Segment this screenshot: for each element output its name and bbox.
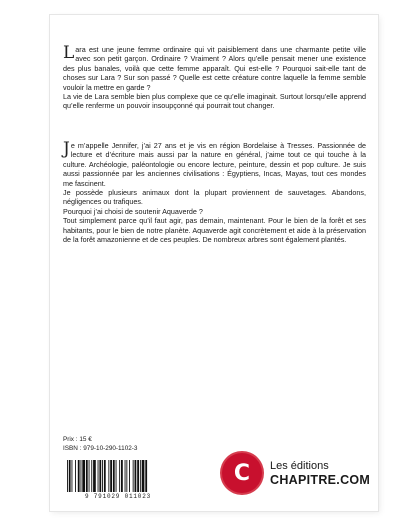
dropcap-j: J [63,139,70,159]
publisher-name [270,459,370,487]
barcode-bar [102,460,103,492]
publisher-logo-icon [222,453,262,493]
barcode-bar [145,460,147,492]
barcode-bar [98,460,99,492]
barcode-bar [91,460,92,492]
barcode-bar [137,460,139,492]
dropcap-l: L [63,43,75,63]
publisher-logo-letter: C [233,460,251,486]
barcode-bars [63,460,173,492]
publisher-name-line2: CHAPITRE.COM [270,473,371,487]
barcode-bar [126,460,127,492]
barcode-bar [72,460,73,492]
author-bio [63,141,366,244]
barcode-bar [75,460,76,492]
synopsis-paragraph-2: La vie de Lara semble bien plus complexe que ce qu’elle imaginait. Surtout lorsqu’elle apprend qu’elle renferme un pouvoir insoupçonné qui pourrait tout changer. [63,92,366,111]
barcode-bar [69,460,71,492]
barcode-bar [135,460,137,492]
barcode-bar [113,460,115,492]
barcode-bar [108,460,109,492]
barcode-bar [89,460,90,492]
barcode-bar [93,460,96,492]
price-label: Prix : 15 € [63,436,92,443]
price-info [63,435,137,453]
barcode-bar [81,460,82,492]
barcode-bar [133,460,134,492]
synopsis-paragraph [63,45,366,92]
barcode-bar [99,460,101,492]
barcode-bar [78,460,80,492]
barcode-number: 9 791029 011023 [84,493,151,500]
barcode-bar [121,460,123,492]
barcode-bar [125,460,126,492]
barcode-bar [82,460,85,492]
back-cover [50,15,378,511]
isbn-label: ISBN : 979-10-290-1102-3 [63,445,138,452]
author-answer: Tout simplement parce qu’il faut agir, pas demain, maintenant. Pour le bien de la forêt et ses habitants, pour le bien de notre planète. Aquaverde agit concrètement et aide à la préservation de la forêt amazonienne et de ces peuples. De nombreux arbres sont également plantés. [63,216,366,245]
synopsis [63,45,366,111]
author-animals: Je possède plusieurs animaux dont la plupart proviennent de sauvetages. Abandons, négligences ou trafiques. [63,188,366,207]
author-intro-text: e m’appelle Jennifer, j’ai 27 ans et je vis en région Bordelaise à Tresses. Passionnée de lecture et d’écriture mais aussi par la nature en général, j’aime tout ce qui touche à la culture. Archéologie, paléontologie ou encore lecture, peinture, dessin et pop culture. Je suis aussi passionnée par les anciennes civilisations : Égyptiens, Incas, Mayas, tout ces mondes me fascinent. [63,141,366,188]
barcode-bar [116,460,117,492]
barcode-bar [104,460,106,492]
barcode-bar [140,460,141,492]
barcode-bar [110,460,112,492]
barcode-bar [67,460,68,492]
author-intro [63,141,366,188]
publisher-logo-block [222,453,370,493]
synopsis-text: ara est une jeune femme ordinaire qui vit paisiblement dans une charmante petite ville avec son petit garçon. Ordinaire ? Vraiment ? Alors qu’elle pensait mener une existence des plus banales, voilà que cette femme apparaît. Qui est-elle ? Pourquoi sait-elle tant de choses sur Lara ? Sur son passé ? Quelle est cette créature contre laquelle la femme semble vouloir la mettre en garde ? [63,45,366,92]
publisher-name-line1: Les éditions [270,460,329,472]
barcode-bar [119,460,120,492]
barcode-bar [86,460,88,492]
barcode [63,460,173,500]
barcode-bar [142,460,145,492]
barcode-bar [129,460,130,492]
author-question: Pourquoi j’ai choisi de soutenir Aquaverde ? [63,206,203,216]
